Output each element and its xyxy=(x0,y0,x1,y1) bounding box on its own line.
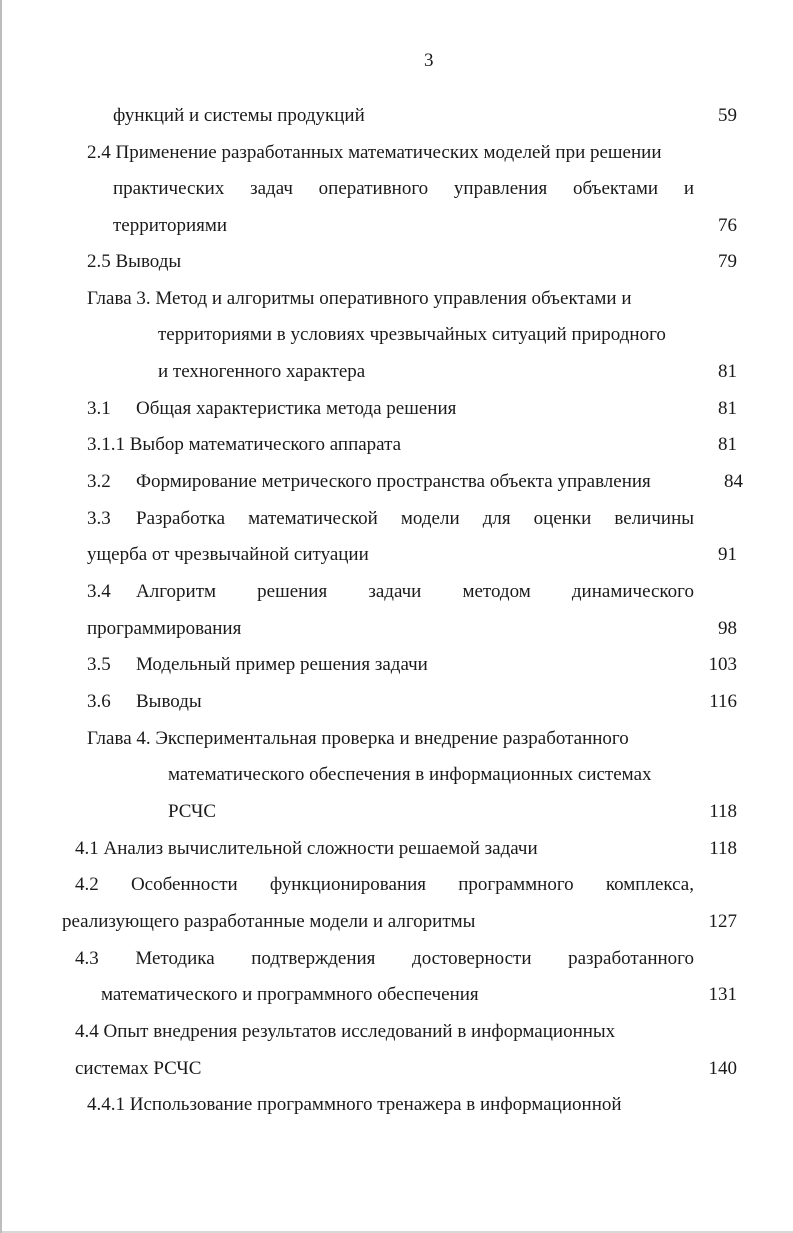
toc-line: 3.1.1 Выбор математического аппарата xyxy=(87,434,402,455)
toc-line: практических задач оперативного управления объектами и xyxy=(113,178,694,199)
toc-page-number: 118 xyxy=(709,801,737,822)
toc-page-number: 131 xyxy=(708,984,737,1005)
toc-section-number: 3.2 xyxy=(87,471,111,492)
toc-line: Модельный пример решения задачи xyxy=(136,654,428,675)
toc-page-number: 116 xyxy=(709,691,737,712)
toc-section-number: 3.3 xyxy=(87,508,111,529)
toc-page-number: 91 xyxy=(718,544,737,565)
toc-line: 2.4 Применение разработанных математических моделей при решении xyxy=(87,142,662,163)
toc-page-number: 98 xyxy=(718,618,737,639)
toc-page-number: 81 xyxy=(718,398,737,419)
toc-chapter-title: Глава 3. Метод и алгоритмы оперативного управления объектами и xyxy=(87,288,632,309)
toc-page-number: 140 xyxy=(708,1058,737,1079)
toc-chapter-title: и техногенного характера xyxy=(158,361,366,382)
toc-line: 4.4 Опыт внедрения результатов исследований в информационных xyxy=(75,1021,616,1042)
toc-line: 4.3 Методика подтверждения достоверности разработанного xyxy=(75,948,694,969)
toc-line: 4.1 Анализ вычислительной сложности решаемой задачи xyxy=(75,838,538,859)
toc-chapter-title: Глава 4. Экспериментальная проверка и внедрение разработанного xyxy=(87,728,629,749)
toc-line: системах РСЧС xyxy=(75,1058,202,1079)
toc-page-number: 81 xyxy=(718,361,737,382)
toc-line: Выводы xyxy=(136,691,202,712)
toc-line: функций и системы продукций xyxy=(113,105,365,126)
page-number: 3 xyxy=(424,50,434,71)
toc-page-number: 118 xyxy=(709,838,737,859)
toc-page-number: 81 xyxy=(718,434,737,455)
toc-line: 4.2 Особенности функционирования программного комплекса, xyxy=(75,874,694,895)
toc-page-number: 76 xyxy=(718,215,737,236)
toc-line: программирования xyxy=(87,618,242,639)
toc-section-number: 3.1 xyxy=(87,398,111,419)
toc-line: ущерба от чрезвычайной ситуации xyxy=(87,544,369,565)
toc-line: Общая характеристика метода решения xyxy=(136,398,457,419)
toc-page-number: 84 xyxy=(724,471,743,492)
toc-line: 2.5 Выводы xyxy=(87,251,182,272)
toc-line: Разработка математической модели для оценки величины xyxy=(136,508,694,529)
toc-line: 4.4.1 Использование программного тренажера в информационной xyxy=(87,1094,622,1115)
toc-page-number: 103 xyxy=(708,654,737,675)
toc-line: реализующего разработанные модели и алгоритмы xyxy=(62,911,476,932)
toc-page-number: 127 xyxy=(708,911,737,932)
toc-chapter-title: территориями в условиях чрезвычайных ситуаций природного xyxy=(158,324,666,345)
toc-line: математического и программного обеспечения xyxy=(101,984,479,1005)
toc-page-number: 59 xyxy=(718,105,737,126)
toc-section-number: 3.5 xyxy=(87,654,111,675)
toc-section-number: 3.4 xyxy=(87,581,111,602)
toc-chapter-title: математического обеспечения в информационных системах xyxy=(168,764,652,785)
toc-chapter-title: РСЧС xyxy=(168,801,217,822)
toc-line: Алгоритм решения задачи методом динамического xyxy=(136,581,694,602)
toc-line: Формирование метрического пространства объекта управления xyxy=(136,471,651,492)
toc-section-number: 3.6 xyxy=(87,691,111,712)
toc-line: территориями xyxy=(113,215,228,236)
toc-page-number: 79 xyxy=(718,251,737,272)
